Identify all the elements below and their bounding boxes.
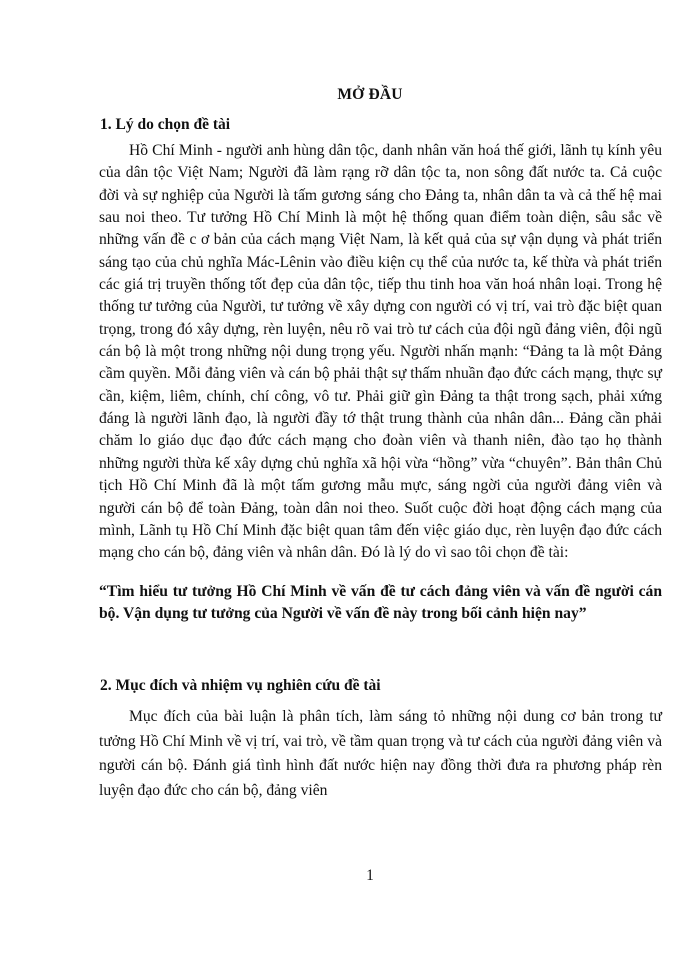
- section-1-paragraph: Hồ Chí Minh - người anh hùng dân tộc, danh nhân văn hoá thế giới, lãnh tụ kính yêu của dân tộc Việt Nam; Người đã làm rạng rỡ dân tộc ta, non sông đất nước ta. Cả cuộc đời và sự nghiệp của Người là tấm gương sáng cho Đảng ta, nhân dân ta và cả thế hệ mai sau noi theo. Tư tưởng Hồ Chí Minh là một hệ thống quan điểm toàn diện, sâu sắc về những vấn đề c ơ bản của cách mạng Việt Nam, là kết quả của sự vận dụng và phát triển sáng tạo của chủ nghĩa Mác-Lênin vào điều kiện cụ thể của nước ta, kế thừa và phát triển các giá trị truyền thống tốt đẹp của dân tộc, tiếp thu tinh hoa văn hoá nhân loại. Trong hệ thống tư tưởng của Người, tư tưởng về xây dựng con người có vị trí, vai trò đặc biệt quan trọng, trong đó xây dựng, rèn luyện, nêu rõ vai trò tư cách của đội ngũ đảng viên, đội ngũ cán bộ là một trong những nội dung trọng yếu. Người nhấn mạnh: “Đảng ta là một Đảng cầm quyền. Mỗi đảng viên và cán bộ phải thật sự thấm nhuần đạo đức cách mạng, thực sự cần, kiệm, liêm, chính, chí công, vô tư. Phải giữ gìn Đảng ta thật trong sạch, phải xứng đáng là người lãnh đạo, là người đầy tớ thật trung thành của nhân dân... Đảng cần phải chăm lo giáo dục đạo đức cách mạng cho đoàn viên và thanh niên, đào tạo họ thành những người thừa kế xây dựng chủ nghĩa xã hội vừa “hồng” vừa “chuyên”. Bản thân Chủ tịch Hồ Chí Minh đã là một tấm gương mẫu mực, sáng ngời của người đảng viên và người cán bộ để toàn Đảng, toàn dân noi theo. Suốt cuộc đời hoạt động cách mạng của mình, Lãnh tụ Hồ Chí Minh đặc biệt quan tâm đến việc giáo dục, rèn luyện đạo đức cách mạng cho cán bộ, đảng viên và nhân dân. Đó là lý do vì sao tôi chọn đề tài:: [99, 142, 662, 562]
- section-2-heading: 2. Mục đích và nhiệm vụ nghiên cứu đề tài: [100, 677, 381, 694]
- section-2-paragraph: Mục đích của bài luận là phân tích, làm sáng tỏ những nội dung cơ bản trong tư tưởng Hồ Chí Minh về vị trí, vai trò, về tầm quan trọng và tư cách của người đảng viên và người cán bộ. Đánh giá tình hình đất nước hiện nay đồng thời đưa ra phương pháp rèn luyện đạo đức cho cán bộ, đảng viên: [99, 708, 662, 799]
- document-title: MỞ ĐẦU: [337, 86, 403, 103]
- topic-quote: “Tìm hiểu tư tưởng Hồ Chí Minh về vấn đề tư cách đảng viên và vấn đề người cán bộ. Vận dụng tư tưởng của Người về vấn đề này trong bối cảnh hiện nay”: [99, 583, 662, 623]
- page-number: 1: [366, 867, 374, 884]
- section-1-heading: 1. Lý do chọn đề tài: [100, 116, 231, 133]
